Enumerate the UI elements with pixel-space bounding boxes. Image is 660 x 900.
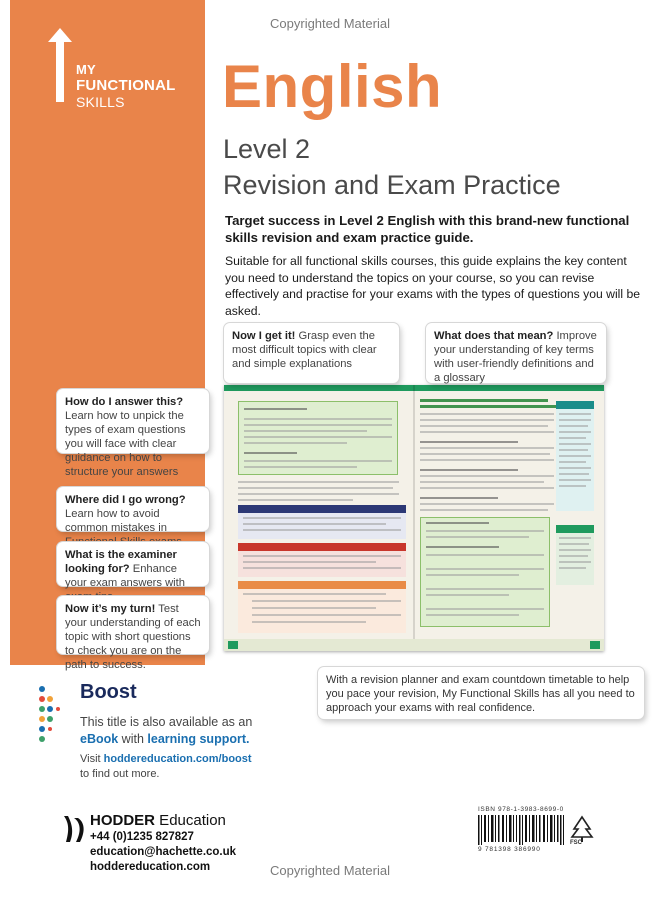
spread-footer-bar — [224, 639, 604, 651]
publisher-email[interactable]: education@hachette.co.uk — [90, 846, 237, 858]
boost-ebook-text: eBook — [80, 732, 119, 746]
callout-revision-planner: With a revision planner and exam countdown timetable to help you pace your revision, My Functional Skills has all you need to approach your exams with real confidence. — [318, 667, 644, 719]
boost-link[interactable]: hoddereducation.com/boost — [103, 753, 252, 765]
fsc-label: FSC — [570, 840, 582, 846]
copyright-watermark-top: Copyrighted Material — [270, 16, 390, 31]
sample-page-right — [416, 395, 598, 635]
sample-page-left — [230, 395, 413, 635]
barcode-number: 9 781398 386990 — [478, 846, 541, 853]
boost-learning-support-text: learning support. — [147, 732, 250, 746]
boost-section: Boost This title is also available as an eBook with learning support. Visit hoddereducation.com/boost to find out more. — [10, 665, 300, 785]
title-english: English — [222, 53, 443, 120]
boost-title: Boost — [80, 681, 137, 703]
sample-pages-spread — [224, 385, 604, 651]
title-level: Level 2 — [223, 134, 311, 164]
callout-examiner-looking-for: What is the examiner looking for? Enhance your exam answers with — [57, 542, 209, 586]
intro-body: Suitable for all functional skills courses, this guide explains the key content you need to understand the topics on your course, so you can revise effectively and practise for your exams with the types of questions you will be asked. — [225, 254, 641, 318]
boost-availability-text: This title is also available as an — [80, 715, 253, 729]
callout-now-i-get-it: Now I get it! Grasp even the most difficult topics with clear and simple explanations — [224, 323, 399, 383]
logo-line-my: MY — [76, 62, 96, 77]
title-subtitle: Revision and Exam Practice — [223, 170, 561, 200]
callout-how-do-i-answer: How do I answer this? Learn how to unpick the types of exam questions you will face with clear guidance on how to structure your answers — [57, 389, 209, 453]
publisher-name: HODDER Education — [90, 812, 226, 829]
hodder-logo-icon — [60, 814, 84, 844]
my-functional-skills-logo — [48, 28, 198, 108]
boost-find-out: to find out more. — [80, 768, 160, 780]
callout-what-does-that-mean: What does that mean? Improve your understanding of key terms with user-friendly definitions and a glossary — [426, 323, 606, 383]
logo-line-skills: SKILLS — [76, 94, 125, 110]
barcode-block — [478, 806, 638, 866]
isbn-text: ISBN 978-1-3983-8699-0 — [478, 806, 564, 813]
intro-headline: Target success in Level 2 English with this brand-new functional skills revision and exam practice guide. — [225, 213, 630, 245]
callout-now-its-my-turn: Now it’s my turn! Test your understanding of each topic with short questions to check you are on the path to success. — [57, 596, 209, 654]
barcode-icon — [478, 815, 564, 845]
callout-where-did-i-go-wrong: Where did I go wrong? Learn how to avoid common mistakes in — [57, 487, 209, 531]
publisher-website[interactable]: hoddereducation.com — [90, 861, 211, 873]
copyright-watermark-bottom: Copyrighted Material — [270, 863, 390, 878]
boost-dots-icon — [38, 685, 60, 745]
publisher-phone: +44 (0)1235 827827 — [90, 831, 194, 843]
logo-line-functional: FUNCTIONAL — [76, 77, 176, 94]
up-arrow-icon — [48, 28, 72, 102]
